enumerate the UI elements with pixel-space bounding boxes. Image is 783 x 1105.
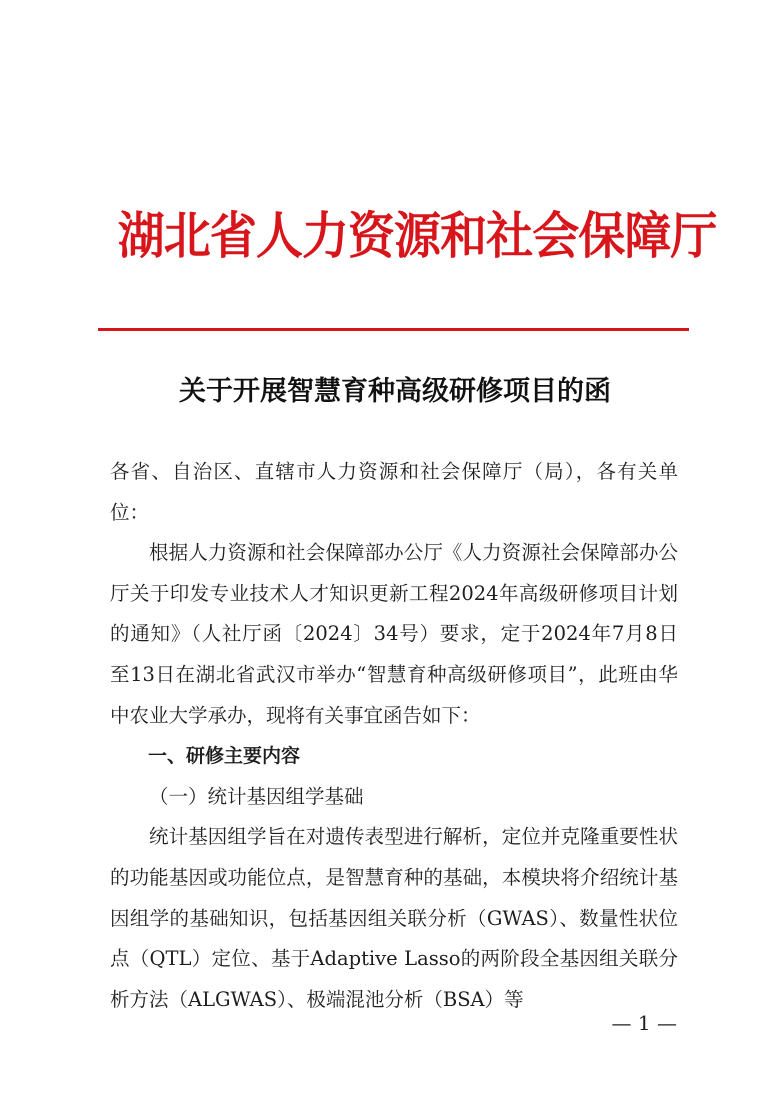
salutation: 各省、自治区、直辖市人力资源和社会保障厅（局），各有关单位： <box>110 460 678 524</box>
section-heading-1: 一、研修主要内容 <box>148 745 301 768</box>
document-title: 关于开展智慧育种高级研修项目的函 <box>179 376 611 407</box>
letterhead-issuer: 湖北省人力资源和社会保障厅 <box>117 206 717 265</box>
page-number: — 1 — <box>611 1011 677 1035</box>
subsection-1-paragraph: 统计基因组学旨在对遗传表型进行解析，定位并克隆重要性状的功能基因或功能位点，是智慧育种的基础，本模块将介绍统计基因组学的基础知识，包括基因组关联分析（GWAS）、数量性状位点（QTL）定位、基于Adaptive Lasso的两阶段全基因组关联分析方法（ALGWAS）、极端混池分析（BSA）等 <box>110 825 678 1011</box>
intro-paragraph: 根据人力资源和社会保障部办公厅《人力资源社会保障部办公厅关于印发专业技术人才知识更新工程2024年高级研修项目计划的通知》（人社厅函〔2024〕34号）要求，定于2024年7月8日至13日在湖北省武汉市举办“智慧育种高级研修项目”，此班由华中农业大学承办，现将有关事宜函告如下： <box>110 541 678 727</box>
letterhead-red-rule <box>98 328 689 331</box>
subsection-heading-1: （一）统计基因组学基础 <box>149 784 364 808</box>
document-body <box>110 452 678 1020</box>
